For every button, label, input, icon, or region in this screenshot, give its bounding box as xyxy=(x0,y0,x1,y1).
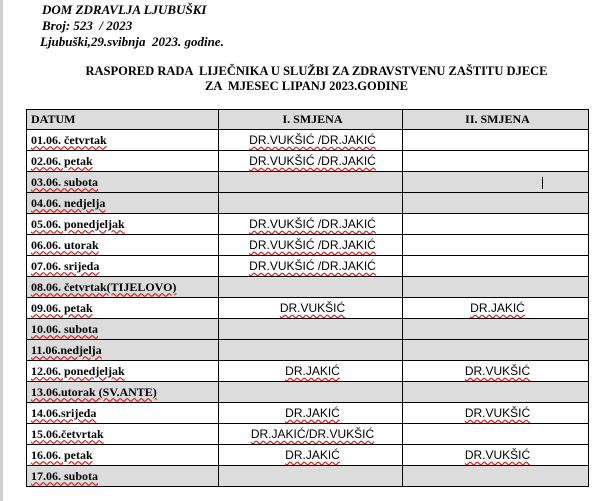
shift-2-doctors: DR.VUKŠIĆ xyxy=(464,448,531,462)
cell-shift-1[interactable] xyxy=(219,445,403,466)
table-row xyxy=(27,466,589,487)
cell-shift-1[interactable] xyxy=(219,403,403,424)
table-row xyxy=(27,130,589,151)
cell-shift-2[interactable] xyxy=(403,256,589,277)
cell-shift-2[interactable] xyxy=(403,151,589,172)
cell-shift-1[interactable] xyxy=(219,130,403,151)
title-line-2: ZA MJESEC LIPANJ 2023.GODINE xyxy=(205,79,408,93)
organization-name: DOM ZDRAVLJA LJUBUŠKI xyxy=(42,2,207,17)
cell-date[interactable] xyxy=(27,445,219,466)
table-row xyxy=(27,361,589,382)
cell-shift-1[interactable] xyxy=(219,256,403,277)
cell-date[interactable] xyxy=(27,130,219,151)
cell-shift-1[interactable] xyxy=(219,298,403,319)
cell-date[interactable] xyxy=(27,214,219,235)
shift-1-doctors: DR.JAKIĆ xyxy=(285,364,340,378)
table-row xyxy=(27,193,589,214)
date-text: 02.06. petak xyxy=(31,153,93,168)
cell-shift-2[interactable] xyxy=(403,382,589,403)
shift-1-doctors: DR.JAKIĆ xyxy=(285,406,340,420)
table-row xyxy=(27,277,589,298)
date-text: 03.06. subota xyxy=(31,174,99,189)
cell-shift-2[interactable] xyxy=(403,235,589,256)
cell-shift-1[interactable] xyxy=(219,424,403,445)
column-header-shift-2: II. SMJENA xyxy=(403,110,589,130)
cell-shift-1[interactable] xyxy=(219,340,403,361)
column-header-date: DATUM xyxy=(27,110,219,130)
cell-shift-1[interactable] xyxy=(219,193,403,214)
document-title xyxy=(0,64,613,94)
date-text: 07.06. srijeda xyxy=(31,258,100,273)
shift-1-doctors: DR.JAKIĆ xyxy=(285,448,340,462)
cell-shift-1[interactable] xyxy=(219,172,403,193)
cell-date[interactable] xyxy=(27,277,219,298)
date-text: 14.06.srijeda xyxy=(31,405,97,420)
cell-date[interactable] xyxy=(27,382,219,403)
cell-shift-2[interactable] xyxy=(403,214,589,235)
table-row xyxy=(27,445,589,466)
shift-2-doctors: DR.JAKIĆ xyxy=(470,301,525,315)
cell-shift-2[interactable] xyxy=(403,277,589,298)
cell-shift-2[interactable] xyxy=(403,340,589,361)
table-row xyxy=(27,256,589,277)
cell-date[interactable] xyxy=(27,193,219,214)
shift-1-doctors: DR.JAKIĆ/DR.VUKŠIĆ xyxy=(250,427,375,441)
cell-shift-1[interactable] xyxy=(219,277,403,298)
date-text: 17.06. subota xyxy=(31,468,99,483)
cell-shift-2[interactable] xyxy=(403,172,589,193)
table-row xyxy=(27,298,589,319)
table-row xyxy=(27,424,589,445)
cell-date[interactable] xyxy=(27,298,219,319)
table-row xyxy=(27,403,589,424)
date-text: 06.06. utorak xyxy=(31,237,99,252)
shift-1-doctors: DR.VUKŠIĆ /DR.JAKIĆ xyxy=(249,259,376,273)
cell-shift-2[interactable] xyxy=(403,298,589,319)
cell-shift-1[interactable] xyxy=(219,235,403,256)
date-text: 12.06. ponedjeljak xyxy=(31,363,125,378)
shift-1-doctors: DR.VUKŠIĆ /DR.JAKIĆ xyxy=(249,133,376,147)
cell-date[interactable] xyxy=(27,235,219,256)
table-row xyxy=(27,172,589,193)
cell-date[interactable] xyxy=(27,340,219,361)
date-text: 09.06. petak xyxy=(31,300,93,315)
cell-date[interactable] xyxy=(27,319,219,340)
table-row xyxy=(27,319,589,340)
cell-shift-2[interactable] xyxy=(403,361,589,382)
cell-shift-1[interactable] xyxy=(219,361,403,382)
cell-shift-2[interactable] xyxy=(403,130,589,151)
shift-2-doctors: DR.VUKŠIĆ xyxy=(464,406,531,420)
cell-date[interactable] xyxy=(27,403,219,424)
date-text: 16.06. petak xyxy=(31,447,93,462)
cell-shift-2[interactable] xyxy=(403,445,589,466)
column-header-shift-1: I. SMJENA xyxy=(219,110,403,130)
cell-date[interactable] xyxy=(27,172,219,193)
shift-1-doctors: DR.VUKŠIĆ /DR.JAKIĆ xyxy=(249,238,376,252)
date-text: 05.06. ponedjeljak xyxy=(31,216,125,231)
cell-date[interactable] xyxy=(27,424,219,445)
title-line-1: RASPORED RADA LIJEČNIKA U SLUŽBI ZA ZDRAVSTVENU ZAŠTITU DJECE xyxy=(85,64,548,78)
cell-date[interactable] xyxy=(27,466,219,487)
cell-shift-2[interactable] xyxy=(403,193,589,214)
cell-shift-2[interactable] xyxy=(403,424,589,445)
table-header-row xyxy=(27,110,589,130)
text-cursor xyxy=(542,177,543,189)
date-text: 11.06.nedjelja xyxy=(31,342,102,357)
place-and-date: Ljubuški,29.svibnja 2023. godine. xyxy=(40,34,224,49)
cell-shift-1[interactable] xyxy=(219,382,403,403)
cell-shift-2[interactable] xyxy=(403,466,589,487)
cell-shift-2[interactable] xyxy=(403,403,589,424)
table-row xyxy=(27,382,589,403)
shift-1-doctors: DR.VUKŠIĆ /DR.JAKIĆ xyxy=(249,217,376,231)
cell-shift-1[interactable] xyxy=(219,151,403,172)
schedule-table xyxy=(26,109,589,487)
cell-date[interactable] xyxy=(27,361,219,382)
table-row xyxy=(27,151,589,172)
table-row xyxy=(27,340,589,361)
shift-2-doctors: DR.VUKŠIĆ xyxy=(464,364,531,378)
document-header xyxy=(36,2,224,50)
cell-shift-1[interactable] xyxy=(219,214,403,235)
cell-shift-1[interactable] xyxy=(219,319,403,340)
table-row xyxy=(27,235,589,256)
shift-1-doctors: DR.VUKŠIĆ /DR.JAKIĆ xyxy=(249,154,376,168)
table-row xyxy=(27,214,589,235)
date-text: 01.06. četvrtak xyxy=(31,132,107,147)
date-text: 10.06. subota xyxy=(31,321,99,336)
date-text: 13.06.utorak (SV.ANTE) xyxy=(31,384,157,399)
document-number: Broj: 523 / 2023 xyxy=(42,18,133,33)
date-text: 04.06. nedjelja xyxy=(31,195,106,210)
date-text: 08.06. četvrtak(TIJELOVO) xyxy=(31,279,177,294)
date-text: 15.06.četvrtak xyxy=(31,426,104,441)
cell-date[interactable] xyxy=(27,151,219,172)
cell-date[interactable] xyxy=(27,256,219,277)
shift-1-doctors: DR.VUKŠIĆ xyxy=(279,301,346,315)
schedule-body xyxy=(27,130,589,487)
cell-shift-1[interactable] xyxy=(219,466,403,487)
cell-shift-2[interactable] xyxy=(403,319,589,340)
